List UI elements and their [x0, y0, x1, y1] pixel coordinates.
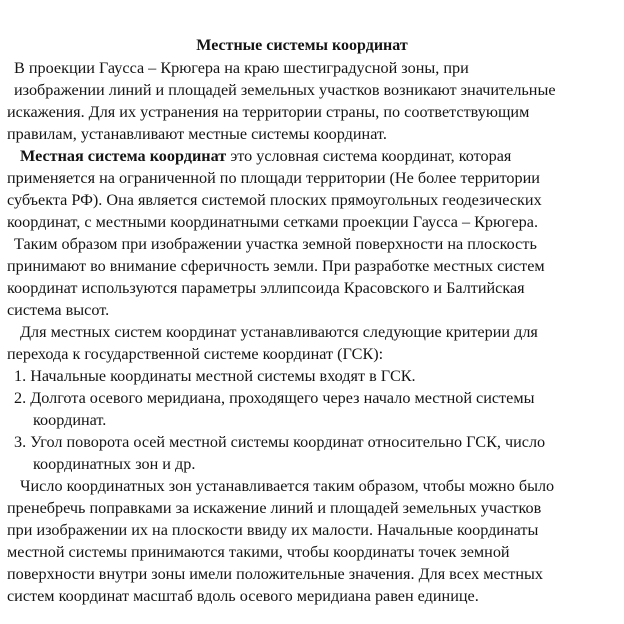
- paragraph-line: координат, с местными координатными сетками проекции Гаусса – Крюгера.: [7, 213, 539, 231]
- paragraph-line: поверхности внутри зоны имели положительные значения. Для всех местных: [7, 565, 543, 583]
- paragraph-line: правилам, устанавливают местные системы координат.: [7, 125, 387, 143]
- paragraph-line: местной системы принимаются такими, чтобы координаты точек земной: [7, 543, 510, 561]
- paragraph-line: применяется на ограниченной по площади территории (Не более территории: [7, 169, 540, 187]
- list-item: 1. Начальные координаты местной системы входят в ГСК.: [14, 367, 416, 385]
- paragraph-line: Таким образом при изображении участка земной поверхности на плоскость: [14, 235, 537, 253]
- paragraph-line: изображении линий и площадей земельных участков возникают значительные: [14, 81, 556, 99]
- paragraph-line: систем координат масштаб вдоль осевого меридиана равен единице.: [7, 587, 479, 605]
- list-item: 3. Угол поворота осей местной системы координат относительно ГСК, число: [14, 433, 546, 451]
- document-title: Местные системы координат: [196, 37, 408, 54]
- paragraph-line: искажения. Для их устранения на территории страны, по соответствующим: [7, 103, 530, 121]
- paragraph-line: пренебречь поправками за искажение линий и площадей земельных участков: [7, 499, 542, 517]
- paragraph-line: Число координатных зон устанавливается таким образом, чтобы можно было: [20, 477, 555, 495]
- term-bold: Местная система координат: [20, 147, 227, 165]
- paragraph-line: [20, 146, 511, 166]
- paragraph-line: субъекта РФ). Она является системой плоских прямоугольных геодезических: [7, 191, 542, 209]
- paragraph-line: принимают во внимание сферичность земли. При разработке местных систем: [7, 257, 545, 275]
- list-item-continuation: координатных зон и др.: [33, 455, 196, 473]
- list-item-continuation: координат.: [33, 411, 107, 429]
- paragraph-line: В проекции Гаусса – Крюгера на краю шестиградусной зоны, при: [14, 59, 469, 77]
- list-item: 2. Долгота осевого меридиана, проходящего через начало местной системы: [14, 389, 535, 407]
- paragraph-line: при изображении их на плоскости ввиду их малости. Начальные координаты: [7, 521, 539, 539]
- paragraph-text: это условная система координат, которая: [226, 147, 512, 165]
- paragraph-line: система высот.: [7, 301, 110, 319]
- paragraph-line: Для местных систем координат устанавливаются следующие критерии для: [20, 323, 538, 341]
- paragraph-line: координат используются параметры эллипсоида Красовского и Балтийская: [7, 279, 525, 297]
- paragraph-line: перехода к государственной системе координат (ГСК):: [7, 345, 384, 363]
